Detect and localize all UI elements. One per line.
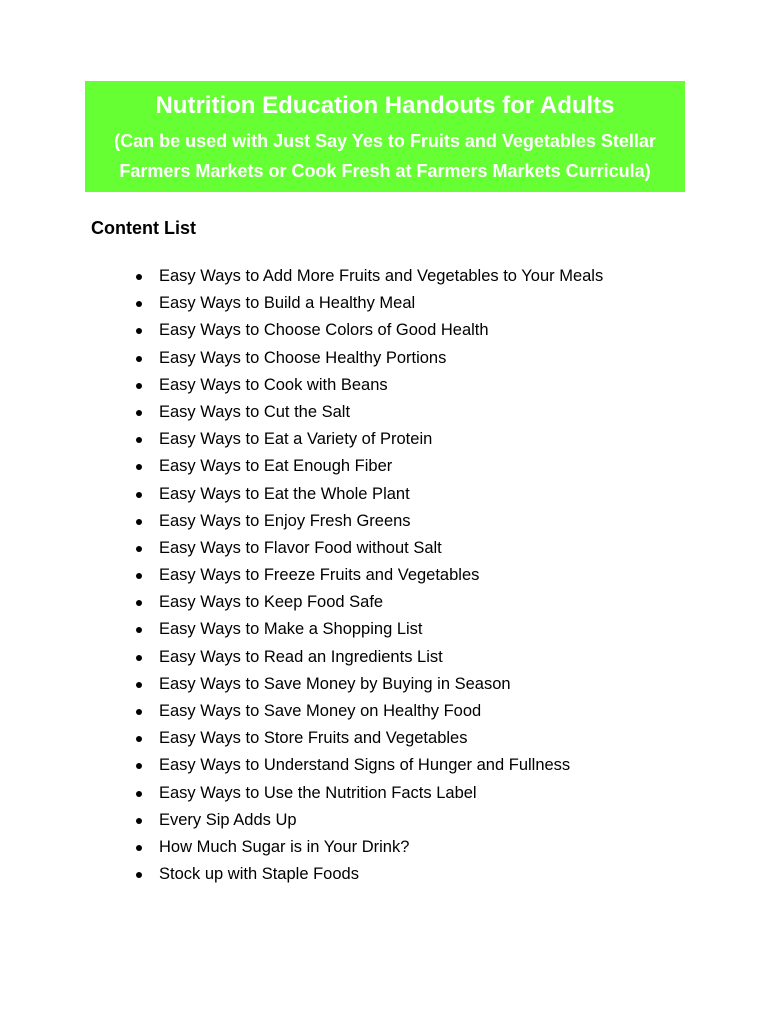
list-item-label: Easy Ways to Build a Healthy Meal [159, 294, 416, 313]
list-item [0, 752, 603, 779]
list-item [0, 426, 603, 453]
bullet-icon [136, 682, 142, 688]
bullet-icon [136, 573, 142, 579]
list-item [0, 616, 603, 643]
list-item-label: Easy Ways to Understand Signs of Hunger and Fullness [159, 756, 571, 775]
list-item-label: Easy Ways to Read an Ingredients List [159, 647, 443, 666]
list-item [0, 807, 603, 834]
list-item-label: Easy Ways to Choose Healthy Portions [159, 348, 447, 367]
list-item-label: Every Sip Adds Up [159, 810, 297, 829]
list-item-label: Easy Ways to Make a Shopping List [159, 620, 423, 639]
list-item [0, 317, 603, 344]
list-item [0, 861, 603, 888]
list-item-label: Easy Ways to Freeze Fruits and Vegetables [159, 566, 480, 585]
list-item-label: Easy Ways to Use the Nutrition Facts Label [159, 783, 477, 802]
list-item-label: Easy Ways to Eat the Whole Plant [159, 484, 410, 503]
list-item [0, 345, 603, 372]
document-title: Nutrition Education Handouts for Adults [155, 92, 615, 119]
bullet-icon [136, 818, 142, 824]
list-item-label: Easy Ways to Add More Fruits and Vegetables to Your Meals [159, 267, 604, 285]
bullet-icon [136, 600, 142, 606]
title-banner [85, 81, 685, 192]
bullet-icon [136, 437, 142, 443]
list-item [0, 698, 603, 725]
list-item [0, 508, 603, 535]
content-list-heading: Content List [91, 218, 196, 238]
bullet-icon [136, 763, 142, 769]
bullet-icon [136, 872, 142, 878]
list-item [0, 263, 603, 290]
bullet-icon [136, 627, 142, 633]
list-item [0, 834, 603, 861]
list-item [0, 399, 603, 426]
list-item-label: Easy Ways to Eat a Variety of Protein [159, 430, 433, 449]
subtitle-line-1: (Can be used with Just Say Yes to Fruits and Vegetables Stellar [114, 131, 656, 151]
bullet-icon [136, 709, 142, 715]
bullet-icon [136, 736, 142, 742]
list-item [0, 589, 603, 616]
list-item-label: Easy Ways to Enjoy Fresh Greens [159, 511, 411, 530]
bullet-icon [136, 519, 142, 525]
list-item [0, 453, 603, 480]
list-item-label: Easy Ways to Cook with Beans [159, 375, 388, 394]
list-item-label: Easy Ways to Save Money by Buying in Season [159, 674, 511, 693]
list-item-label: Easy Ways to Choose Colors of Good Health [159, 321, 489, 340]
subtitle-line-2: Farmers Markets or Cook Fresh at Farmers Markets Curricula) [119, 161, 651, 181]
bullet-icon [136, 383, 142, 389]
list-item-label: Stock up with Staple Foods [159, 865, 359, 884]
list-item-label: Easy Ways to Store Fruits and Vegetables [159, 729, 468, 748]
list-item-label: Easy Ways to Cut the Salt [159, 402, 351, 421]
bullet-icon [136, 328, 142, 334]
bullet-icon [136, 464, 142, 470]
content-list [0, 263, 603, 888]
list-item [0, 562, 603, 589]
list-item-label: Easy Ways to Save Money on Healthy Food [159, 702, 482, 720]
list-item [0, 780, 603, 807]
list-item [0, 481, 603, 508]
bullet-icon [136, 301, 142, 307]
bullet-icon [136, 655, 142, 661]
list-item [0, 290, 603, 317]
list-item-label: How Much Sugar is in Your Drink? [159, 837, 410, 856]
list-item [0, 535, 603, 562]
list-item [0, 372, 603, 399]
bullet-icon [136, 492, 142, 498]
bullet-icon [136, 791, 142, 797]
bullet-icon [136, 356, 142, 362]
list-item [0, 725, 603, 752]
bullet-icon [136, 410, 142, 416]
document-subtitle [85, 126, 685, 186]
list-item-label: Easy Ways to Keep Food Safe [159, 593, 384, 612]
list-item [0, 644, 603, 671]
list-item-label: Easy Ways to Flavor Food without Salt [159, 538, 442, 557]
bullet-icon [136, 845, 142, 851]
list-item-label: Easy Ways to Eat Enough Fiber [159, 457, 393, 476]
bullet-icon [136, 546, 142, 552]
bullet-icon [136, 274, 142, 280]
list-item [0, 671, 603, 698]
